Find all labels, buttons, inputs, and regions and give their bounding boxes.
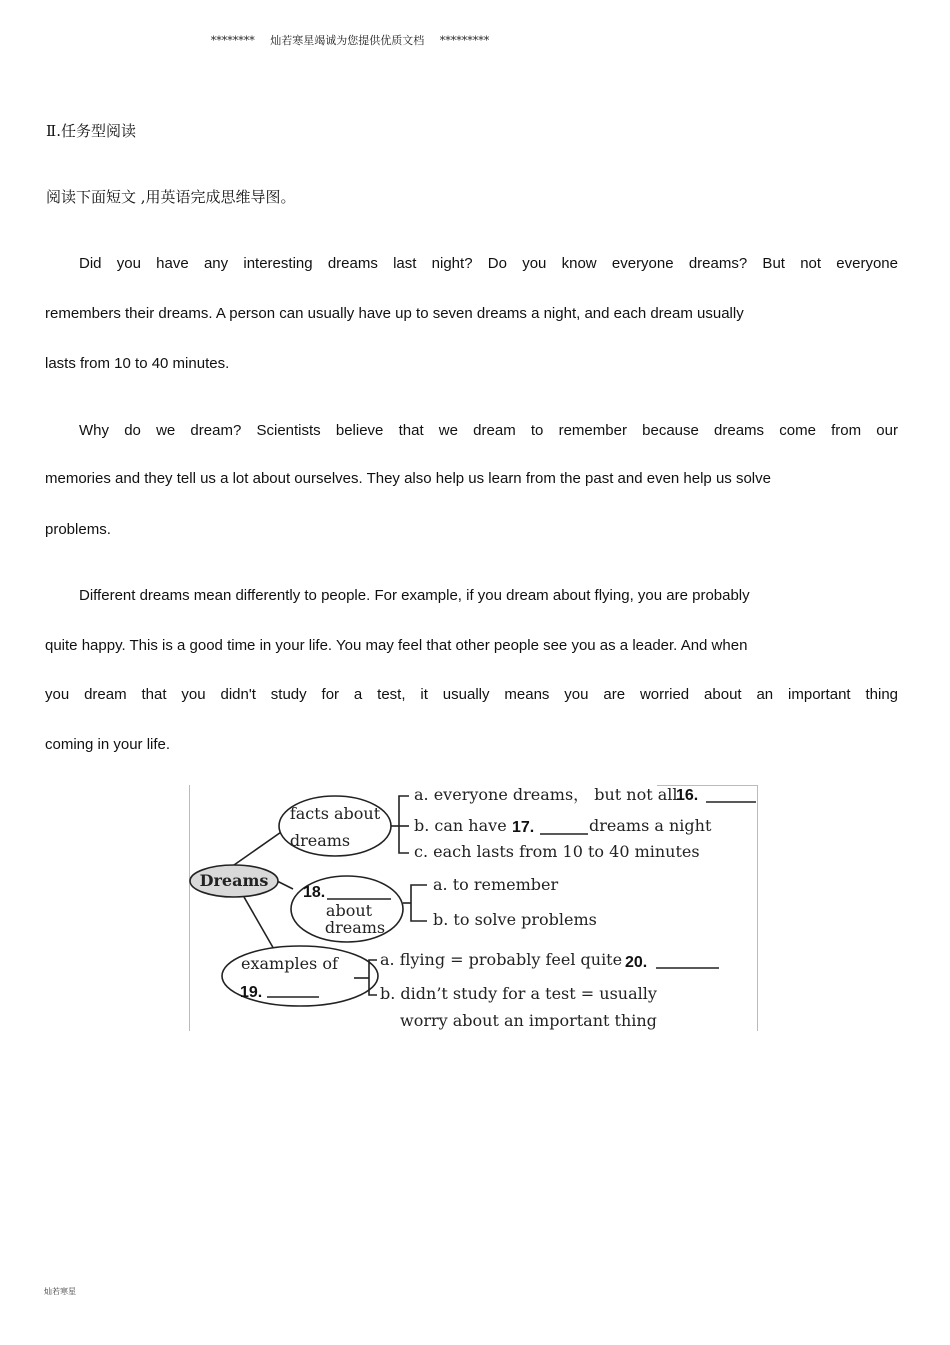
page-header: [0, 32, 700, 48]
blank-19-number: 19.: [240, 984, 263, 1001]
node-examples-line1: examples of: [241, 954, 338, 973]
examples-item-b: b. didn’t study for a test = usually: [380, 984, 657, 1003]
about-item-b: b. to solve problems: [433, 910, 597, 929]
instruction-text: 阅读下面短文 ,用英语完成思维导图。: [46, 188, 296, 206]
center-label: Dreams: [199, 871, 269, 890]
header-stars-right: *********: [439, 34, 490, 47]
passage-p3-line1: Different dreams mean differently to people. For example, if you dream about flying, you are probably: [79, 587, 750, 604]
section-title: Ⅱ.任务型阅读: [46, 122, 136, 140]
page-footer: 灿若寒星: [44, 1287, 76, 1296]
bracket-about: [411, 885, 427, 921]
connector-about: [277, 881, 293, 889]
passage-p1-line1: Did you have any interesting dreams last night? Do you know everyone dreams? But not everyone: [79, 255, 898, 272]
about-item-a: a. to remember: [433, 875, 559, 894]
node-facts-line1: facts about: [289, 804, 381, 823]
passage-p3-line3: you dream that you didn't study for a test, it usually means you are worried about an important thing: [45, 686, 898, 703]
passage-p2-line2: memories and they tell us a lot about ourselves. They also help us learn from the past and even help us solve: [45, 470, 771, 487]
blank-20-number: 20.: [625, 954, 648, 971]
mind-map: [189, 785, 759, 1031]
blank-16-number: 16.: [676, 787, 699, 804]
facts-item-b: b. can have: [414, 816, 507, 835]
facts-item-a: a. everyone dreams， but not all: [414, 785, 678, 804]
node-about-line3: dreams: [324, 918, 386, 937]
passage-p2-line3: problems.: [45, 521, 111, 538]
facts-item-c: c. each lasts from 10 to 40 minutes: [414, 842, 700, 861]
examples-item-a: a. flying = probably feel quite: [380, 950, 623, 969]
connector-facts: [234, 830, 284, 865]
node-about-line2: about: [325, 901, 373, 920]
connector-examples: [244, 897, 275, 951]
examples-item-b-line2: worry about an important thing: [400, 1011, 657, 1030]
passage-p3-line4: coming in your life.: [45, 736, 171, 753]
header-text: 灿若寒星竭诚为您提供优质文档: [270, 34, 425, 47]
blank-18-number: 18.: [303, 884, 326, 901]
passage-p1-line2: remembers their dreams. A person can usually have up to seven dreams a night, and each dream usually: [45, 305, 744, 322]
node-facts-line2: dreams: [289, 831, 351, 850]
passage-p3-line2: quite happy. This is a good time in your life. You may feel that other people see you as a leader. And when: [45, 637, 748, 654]
facts-item-b-tail: dreams a night: [589, 816, 712, 835]
header-stars-left: ********: [210, 34, 255, 47]
passage-p2-line1: Why do we dream? Scientists believe that we dream to remember because dreams come from our: [79, 422, 898, 439]
passage-p1-line3: lasts from 10 to 40 minutes.: [45, 355, 230, 372]
bracket-facts: [399, 796, 409, 853]
blank-17-number: 17.: [512, 819, 535, 836]
